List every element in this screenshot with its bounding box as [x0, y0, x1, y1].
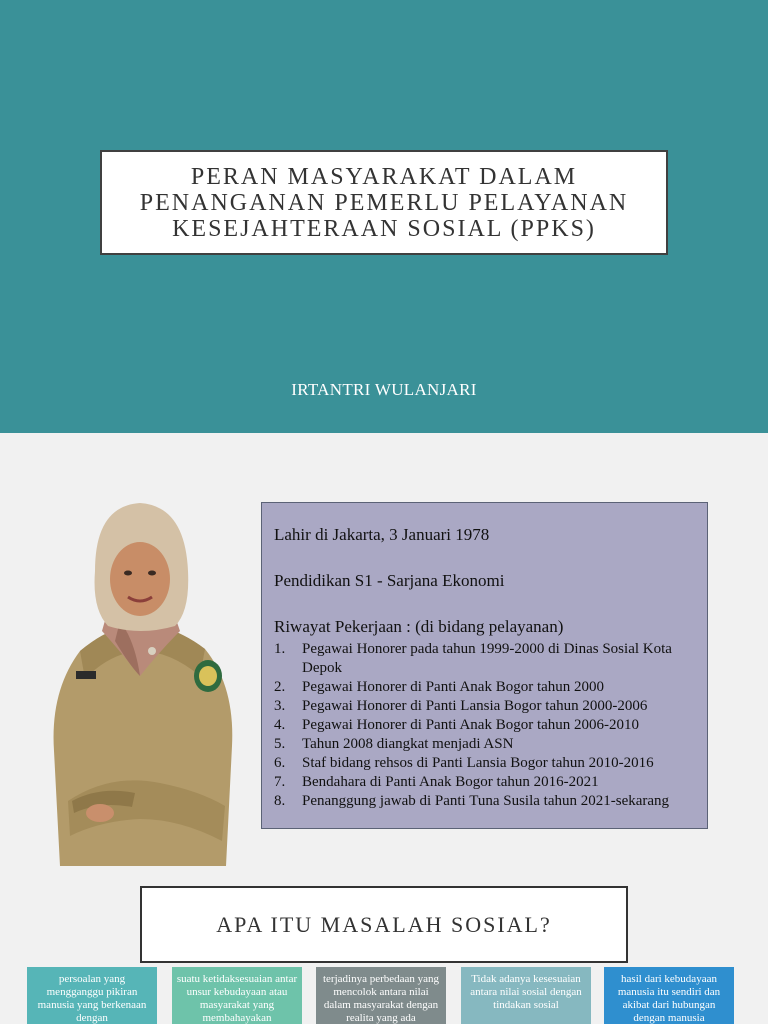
- list-item: [274, 792, 695, 811]
- list-text: Pegawai Honorer pada tahun 1999-2000 di Dinas Sosial Kota Depok: [302, 641, 672, 676]
- education-info: Pendidikan S1 - Sarjana Ekonomi: [274, 571, 505, 590]
- question-heading: APA ITU MASALAH SOSIAL?: [216, 911, 552, 937]
- job-list: [274, 640, 695, 811]
- definition-card-3: terjadinya perbedaan yang mencolok antara nilai dalam masyarakat dengan realita yang ada: [316, 967, 446, 1024]
- list-text: Penanggung jawab di Panti Tuna Susila tahun 2021-sekarang: [302, 793, 670, 809]
- list-number: 7.: [274, 774, 286, 790]
- definition-card-4: Tidak adanya kesesuaian antara nilai sosial dengan tindakan sosial: [461, 967, 591, 1024]
- birth-info: Lahir di Jakarta, 3 Januari 1978: [274, 525, 490, 544]
- title-slide: [0, 0, 768, 433]
- question-box: [140, 886, 628, 963]
- list-number: 2.: [274, 679, 286, 695]
- list-text: Tahun 2008 diangkat menjadi ASN: [302, 736, 514, 752]
- list-text: Pegawai Honorer di Panti Anak Bogor tahun 2000: [302, 679, 605, 695]
- list-item: [274, 640, 695, 678]
- list-item: [274, 697, 695, 716]
- list-item: [274, 754, 695, 773]
- work-history-heading: Riwayat Pekerjaan : (di bidang pelayanan): [274, 617, 564, 636]
- title-line-2: PENANGANAN PEMERLU PELAYANAN: [139, 189, 629, 216]
- list-item: [274, 716, 695, 735]
- title-line-3: KESEJAHTERAAN SOSIAL (PPKS): [172, 215, 596, 242]
- list-number: 6.: [274, 755, 286, 771]
- list-text: Pegawai Honorer di Panti Anak Bogor tahun 2006-2010: [302, 717, 640, 733]
- definition-cards: [0, 967, 768, 1024]
- profile-slide: [0, 433, 768, 1024]
- list-item: [274, 773, 695, 792]
- definition-card-1: persoalan yang mengganggu pikiran manusia yang berkenaan dengan: [27, 967, 157, 1024]
- list-number: 4.: [274, 717, 286, 733]
- list-text: Staf bidang rehsos di Panti Lansia Bogor tahun 2010-2016: [302, 755, 654, 771]
- list-text: Pegawai Honorer di Panti Lansia Bogor tahun 2000-2006: [302, 698, 648, 714]
- portrait-photo: [40, 501, 245, 866]
- definition-card-2: suatu ketidaksesuaian antar unsur kebudayaan atau masyarakat yang membahayakan: [172, 967, 302, 1024]
- list-text: Bendahara di Panti Anak Bogor tahun 2016-2021: [302, 774, 599, 790]
- list-number: 1.: [274, 641, 286, 657]
- list-number: 8.: [274, 793, 286, 809]
- title-box: [100, 150, 668, 255]
- title-line-1: PERAN MASYARAKAT DALAM: [190, 163, 578, 190]
- bio-box: [261, 502, 708, 829]
- list-item: [274, 735, 695, 754]
- list-number: 5.: [274, 736, 286, 752]
- list-number: 3.: [274, 698, 286, 714]
- definition-card-5: hasil dari kebudayaan manusia itu sendiri dan akibat dari hubungan dengan manusia: [604, 967, 734, 1024]
- author-name: IRTANTRI WULANJARI: [291, 380, 477, 399]
- list-item: [274, 678, 695, 697]
